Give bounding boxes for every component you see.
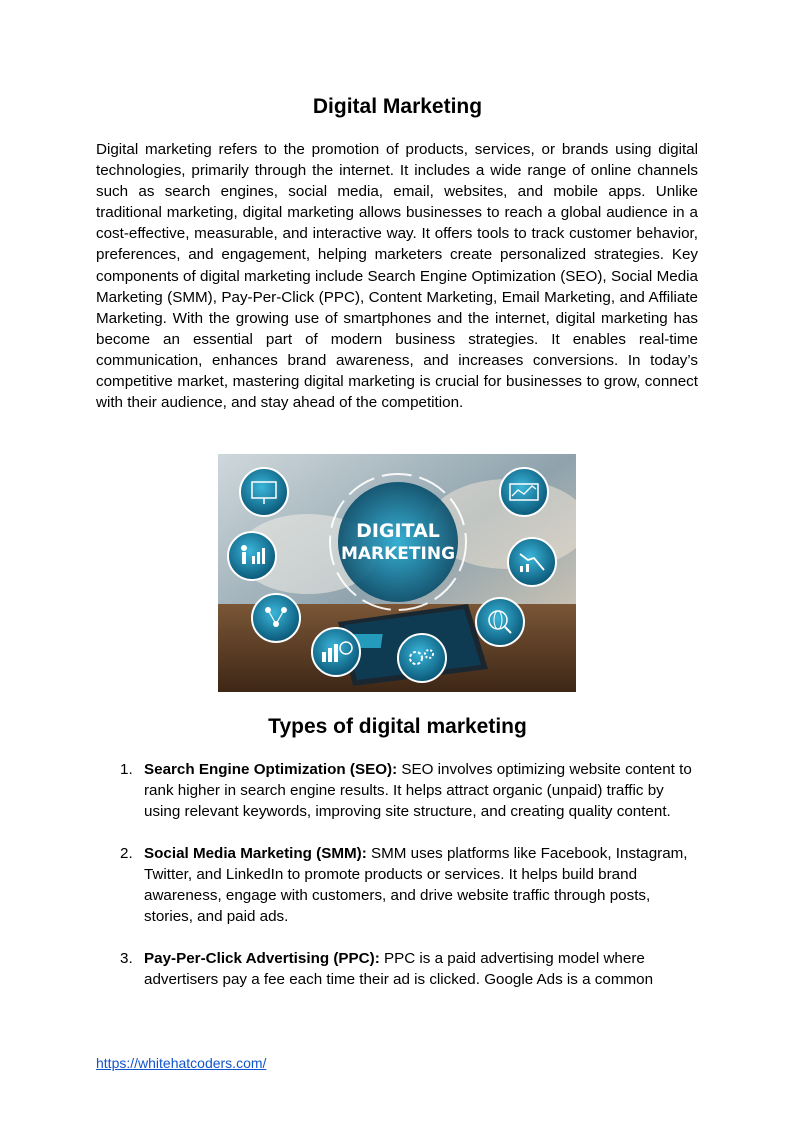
analytics-screen-icon	[500, 468, 548, 516]
team-network-icon	[252, 594, 300, 642]
list-item-number: 2.	[120, 845, 133, 862]
list-item	[96, 843, 696, 927]
list-item-term: Pay-Per-Click Advertising (PPC):	[144, 950, 380, 967]
list-item-term: Search Engine Optimization (SEO):	[144, 761, 398, 778]
types-list	[96, 759, 696, 1011]
monitor-icon	[240, 468, 288, 516]
intro-paragraph: Digital marketing refers to the promotion of products, services, or brands using digital technologies, primarily through the internet. It includes a wide range of online channels such as search engines, social media, email, websites, and mobile apps. Unlike traditional marketing, digital marketing allows businesses to reach a global audience in a cost-effective, measurable, and interactive way. It offers tools to track customer behavior, preferences, and engagement, helping marketers create personalized strategies. Key components of digital marketing include Search Engine Optimization (SEO), Social Media Marketing (SMM), Pay-Per-Click (PPC), Content Marketing, Email Marketing, and Affiliate Marketing. With the growing use of smartphones and the internet, digital marketing has become an essential part of modern business strategies. It enables real-time communication, enhances brand awareness, and increases conversions. In today’s competitive market, mastering digital marketing is crucial for businesses to grow, connect with their audience, and stay ahead of the competition.	[96, 141, 698, 412]
hero-text-digital: DIGITAL	[356, 520, 440, 542]
list-item-number: 3.	[120, 950, 133, 967]
list-item-term: Social Media Marketing (SMM):	[144, 845, 367, 862]
hero-text-marketing: MARKETING	[340, 544, 456, 564]
page-title: Digital Marketing	[312, 95, 483, 118]
digital-marketing-illustration	[218, 454, 576, 692]
list-item-text: PPC is a paid advertising model where advertisers pay a fee each time their ad is clicked. Google Ads is a common	[144, 950, 654, 988]
list-item-text: SMM uses platforms like Facebook, Instagram, Twitter, and LinkedIn to promote products or services. It helps build brand awareness, engage with customers, and drive website traffic through posts, stories, and paid ads.	[144, 845, 688, 925]
list-item	[96, 759, 696, 822]
types-heading: Types of digital marketing	[268, 715, 527, 738]
globe-search-icon	[476, 598, 524, 646]
presenter-chart-icon	[228, 532, 276, 580]
footer-website-link[interactable]: https://whitehatcoders.com/	[96, 1055, 267, 1071]
list-item	[96, 948, 696, 990]
list-item-text: SEO involves optimizing website content to rank higher in search engine results. It helps attract organic (unpaid) traffic by using relevant keywords, improving site structure, and creating quality content.	[144, 761, 692, 820]
bar-chart-magnifier-icon	[312, 628, 360, 676]
gears-icon	[398, 634, 446, 682]
decline-chart-icon	[508, 538, 556, 586]
list-item-number: 1.	[120, 761, 133, 778]
